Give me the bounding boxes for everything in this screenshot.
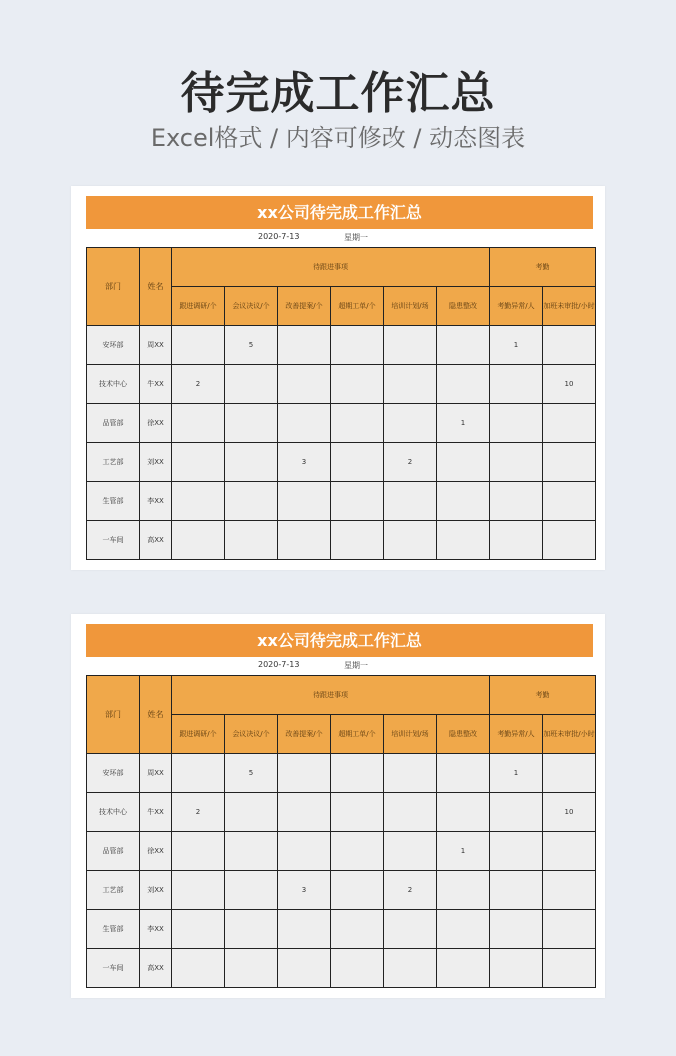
cell-dept: 工艺部 <box>87 871 140 910</box>
cell-value <box>172 482 225 521</box>
sheet-preview-1 <box>71 186 605 570</box>
cell-value <box>331 443 384 482</box>
table-row <box>87 365 596 404</box>
cell-name: 周XX <box>140 326 172 365</box>
cell-value <box>172 832 225 871</box>
header-col-8: 加班未审批/小时 <box>543 715 596 754</box>
table-row <box>87 326 596 365</box>
cell-value <box>543 404 596 443</box>
cell-value <box>278 521 331 560</box>
cell-value <box>384 521 437 560</box>
cell-value: 2 <box>384 871 437 910</box>
table-row <box>87 910 596 949</box>
report-date: 2020-7-13 <box>258 232 300 241</box>
header-col-1: 跟进调研/个 <box>172 287 225 326</box>
cell-value: 1 <box>490 326 543 365</box>
page-subtitle: Excel格式 / 内容可修改 / 动态图表 <box>150 124 526 152</box>
cell-name: 刘XX <box>140 443 172 482</box>
header-col-7: 考勤异常/人 <box>490 287 543 326</box>
cell-value <box>490 521 543 560</box>
cell-value <box>490 482 543 521</box>
cell-dept: 生管部 <box>87 910 140 949</box>
header-col-4: 超期工单/个 <box>331 715 384 754</box>
cell-dept: 生管部 <box>87 482 140 521</box>
cell-value <box>225 521 278 560</box>
cell-value <box>172 521 225 560</box>
cell-value <box>225 482 278 521</box>
cell-name: 徐XX <box>140 404 172 443</box>
cell-value <box>543 326 596 365</box>
report-weekday: 星期一 <box>344 233 368 242</box>
summary-table <box>86 675 596 988</box>
cell-value: 10 <box>543 365 596 404</box>
table-row <box>87 521 596 560</box>
report-date: 2020-7-13 <box>258 660 300 669</box>
cell-value <box>331 365 384 404</box>
cell-value <box>384 793 437 832</box>
cell-value <box>225 910 278 949</box>
cell-value <box>490 910 543 949</box>
header-group-pending: 待跟进事项 <box>172 676 490 715</box>
cell-value <box>490 871 543 910</box>
header-group-pending: 待跟进事项 <box>172 248 490 287</box>
cell-value <box>225 793 278 832</box>
cell-value <box>172 949 225 988</box>
cell-value <box>384 949 437 988</box>
cell-value <box>172 754 225 793</box>
cell-value <box>543 482 596 521</box>
table-row <box>87 404 596 443</box>
cell-dept: 品管部 <box>87 832 140 871</box>
cell-value <box>225 949 278 988</box>
cell-value <box>437 910 490 949</box>
header-col-6: 隐患整改 <box>437 715 490 754</box>
cell-value: 3 <box>278 443 331 482</box>
cell-value <box>172 404 225 443</box>
report-weekday: 星期一 <box>344 661 368 670</box>
cell-value <box>172 443 225 482</box>
cell-name: 高XX <box>140 949 172 988</box>
cell-value <box>331 754 384 793</box>
cell-name: 徐XX <box>140 832 172 871</box>
cell-value <box>331 521 384 560</box>
cell-value: 2 <box>172 365 225 404</box>
header-dept: 部门 <box>87 676 140 754</box>
header-col-1: 跟进调研/个 <box>172 715 225 754</box>
cell-value <box>278 793 331 832</box>
cell-value <box>437 793 490 832</box>
cell-dept: 安环部 <box>87 326 140 365</box>
cell-value <box>331 832 384 871</box>
cell-value <box>384 832 437 871</box>
cell-value <box>331 793 384 832</box>
cell-value <box>172 871 225 910</box>
date-row <box>86 657 593 675</box>
cell-dept: 工艺部 <box>87 443 140 482</box>
sheet-banner: xx公司待完成工作汇总 <box>86 196 593 229</box>
cell-value: 3 <box>278 871 331 910</box>
sheet-banner: xx公司待完成工作汇总 <box>86 624 593 657</box>
cell-dept: 一车间 <box>87 949 140 988</box>
header-col-8: 加班未审批/小时 <box>543 287 596 326</box>
cell-value <box>543 521 596 560</box>
cell-name: 李XX <box>140 482 172 521</box>
cell-value: 5 <box>225 326 278 365</box>
cell-value <box>278 482 331 521</box>
cell-value <box>384 754 437 793</box>
cell-value <box>437 482 490 521</box>
cell-value <box>437 326 490 365</box>
cell-value <box>384 910 437 949</box>
cell-value <box>331 871 384 910</box>
cell-value <box>384 365 437 404</box>
cell-dept: 一车间 <box>87 521 140 560</box>
cell-value <box>225 443 278 482</box>
table-row <box>87 871 596 910</box>
cell-value <box>437 871 490 910</box>
cell-value <box>278 404 331 443</box>
cell-value <box>225 365 278 404</box>
cell-value: 5 <box>225 754 278 793</box>
cell-value: 1 <box>490 754 543 793</box>
cell-value <box>543 754 596 793</box>
cell-value: 2 <box>172 793 225 832</box>
cell-value <box>437 521 490 560</box>
cell-value <box>490 404 543 443</box>
header-group-attendance: 考勤 <box>490 676 596 715</box>
cell-value <box>278 365 331 404</box>
cell-name: 牛XX <box>140 793 172 832</box>
cell-value <box>331 326 384 365</box>
table-row <box>87 482 596 521</box>
cell-value: 1 <box>437 832 490 871</box>
cell-value <box>331 404 384 443</box>
header-col-6: 隐患整改 <box>437 287 490 326</box>
page-title: 待完成工作汇总 <box>180 68 496 119</box>
cell-dept: 安环部 <box>87 754 140 793</box>
cell-value <box>278 910 331 949</box>
cell-value <box>331 482 384 521</box>
cell-value <box>437 443 490 482</box>
header-col-5: 培训计划/场 <box>384 715 437 754</box>
cell-value <box>225 404 278 443</box>
cell-value <box>278 754 331 793</box>
table-row <box>87 443 596 482</box>
cell-value <box>331 949 384 988</box>
cell-value <box>543 910 596 949</box>
header-col-3: 改善提案/个 <box>278 715 331 754</box>
header-col-5: 培训计划/场 <box>384 287 437 326</box>
cell-dept: 品管部 <box>87 404 140 443</box>
header-dept: 部门 <box>87 248 140 326</box>
cell-value: 1 <box>437 404 490 443</box>
table-row <box>87 754 596 793</box>
cell-value <box>278 832 331 871</box>
cell-value <box>172 326 225 365</box>
cell-dept: 技术中心 <box>87 365 140 404</box>
cell-name: 刘XX <box>140 871 172 910</box>
cell-value <box>437 365 490 404</box>
cell-value <box>278 949 331 988</box>
cell-dept: 技术中心 <box>87 793 140 832</box>
header-name: 姓名 <box>140 676 172 754</box>
header-col-3: 改善提案/个 <box>278 287 331 326</box>
header-col-2: 会议决议/个 <box>225 287 278 326</box>
cell-value <box>490 365 543 404</box>
cell-name: 周XX <box>140 754 172 793</box>
cell-value <box>384 326 437 365</box>
cell-name: 高XX <box>140 521 172 560</box>
header-col-7: 考勤异常/人 <box>490 715 543 754</box>
header-col-2: 会议决议/个 <box>225 715 278 754</box>
table-row <box>87 832 596 871</box>
cell-value <box>225 871 278 910</box>
cell-value <box>278 326 331 365</box>
summary-table <box>86 247 596 560</box>
cell-value <box>543 871 596 910</box>
cell-value: 2 <box>384 443 437 482</box>
cell-value <box>437 754 490 793</box>
cell-name: 牛XX <box>140 365 172 404</box>
cell-value <box>490 949 543 988</box>
sheet-preview-2 <box>71 614 605 998</box>
cell-value <box>543 443 596 482</box>
header-name: 姓名 <box>140 248 172 326</box>
cell-value: 10 <box>543 793 596 832</box>
table-row <box>87 793 596 832</box>
cell-value <box>172 910 225 949</box>
cell-value <box>490 443 543 482</box>
cell-value <box>225 832 278 871</box>
cell-value <box>543 832 596 871</box>
header-group-attendance: 考勤 <box>490 248 596 287</box>
table-row <box>87 949 596 988</box>
cell-value <box>331 910 384 949</box>
cell-value <box>384 482 437 521</box>
header-col-4: 超期工单/个 <box>331 287 384 326</box>
date-row <box>86 229 593 247</box>
cell-value <box>490 832 543 871</box>
cell-value <box>437 949 490 988</box>
cell-value <box>384 404 437 443</box>
cell-value <box>543 949 596 988</box>
cell-name: 李XX <box>140 910 172 949</box>
cell-value <box>490 793 543 832</box>
